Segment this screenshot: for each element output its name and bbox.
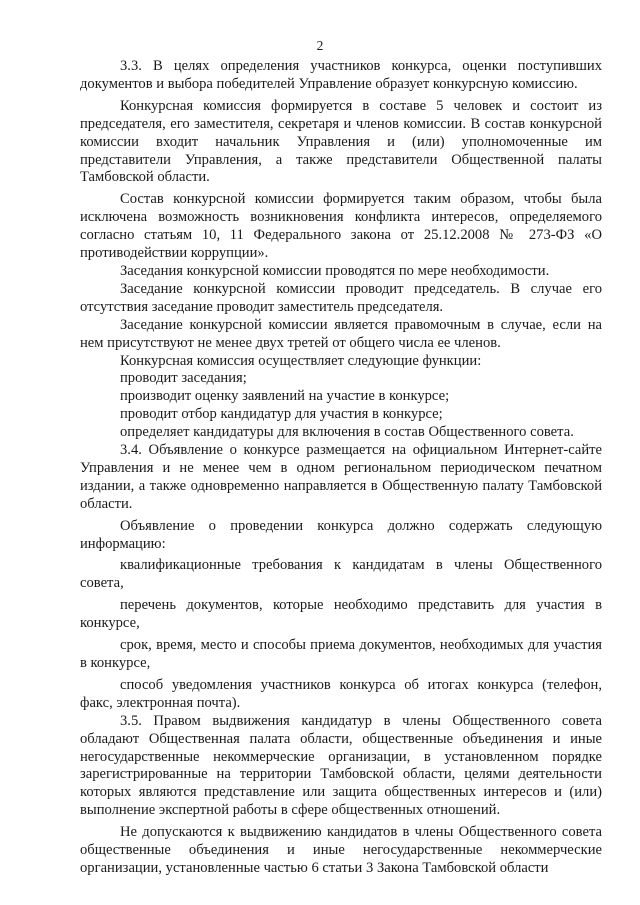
list-item-function: проводит заседания; [120,370,247,387]
list-item-function: определяет кандидатуры для включения в состав Общественного совета. [120,424,574,441]
paragraph-quorum: Заседание конкурсной комиссии является правомочным в случае, если на нем присутствуют не менее двух третей от общего числа ее членов. [80,316,602,351]
paragraph-conflict-of-interest: Состав конкурсной комиссии формируется таким образом, чтобы была исключена возможность возникновения конфликта интересов, определяемого согласно статьям 10, 11 Федерального закона от 25.12.2008 № 273-ФЗ «О противодействии коррупции». [80,191,602,262]
paragraph-announcement-contents: Объявление о проведении конкурса должно содержать следующую информацию: [80,517,602,552]
paragraph-meetings-frequency: Заседания конкурсной комиссии проводятся по мере необходимости. [120,262,550,279]
list-item-announcement: квалификационные требования к кандидатам в члены Общественного совета, [80,557,602,592]
paragraph-3-5: 3.5. Правом выдвижения кандидатур в члены Общественного совета обладают Общественная палата области, общественные объединения и иные негосударственные некоммерческие организации, в установленном порядке зарегистрированные на территории Тамбовской области, целями деятельности которых являются представление или защита общественных интересов и (или) выполнение экспертной работы в сфере общественных отношений. [80,712,602,819]
paragraph-meeting-chair: Заседание конкурсной комиссии проводит председатель. В случае его отсутствия заседание проводит заместитель председателя. [80,280,602,315]
list-item-announcement: срок, время, место и способы приема документов, необходимых для участия в конкурсе, [80,637,602,671]
list-item-announcement: способ уведомления участников конкурса об итогах конкурса (телефон, факс, электронная почта). [80,676,602,711]
paragraph-3-3: 3.3. В целях определения участников конкурса, оценки поступивших документов и выбора победителей Управление образует конкурсную комиссию. [80,58,602,92]
paragraph-functions-intro: Конкурсная комиссия осуществляет следующие функции: [120,352,482,369]
paragraph-commission-composition: Конкурсная комиссия формируется в составе 5 человек и состоит из председателя, его заместителя, секретаря и членов комиссии. В состав конкурсной комиссии входит начальник Управления и (или) уполномоченные им представители Управления, а также представители Общественной палаты Тамбовской области. [80,97,602,186]
list-item-function: производит оценку заявлений на участие в конкурсе; [120,388,450,405]
list-item-function: проводит отбор кандидатур для участия в конкурсе; [120,406,443,423]
list-item-announcement: перечень документов, которые необходимо представить для участия в конкурсе, [80,597,602,632]
page-number: 2 [316,38,324,53]
paragraph-nomination-restriction: Не допускаются к выдвижению кандидатов в члены Общественного совета общественные объединения и иные негосударственные некоммерческие организации, установленные частью 6 статьи 3 Закона Тамбовской области [80,824,602,876]
paragraph-3-4: 3.4. Объявление о конкурсе размещается на официальном Интернет-сайте Управления и не менее чем в одном региональном периодическом печатном издании, а также одновременно направляется в Общественную палату Тамбовской области. [80,442,602,512]
